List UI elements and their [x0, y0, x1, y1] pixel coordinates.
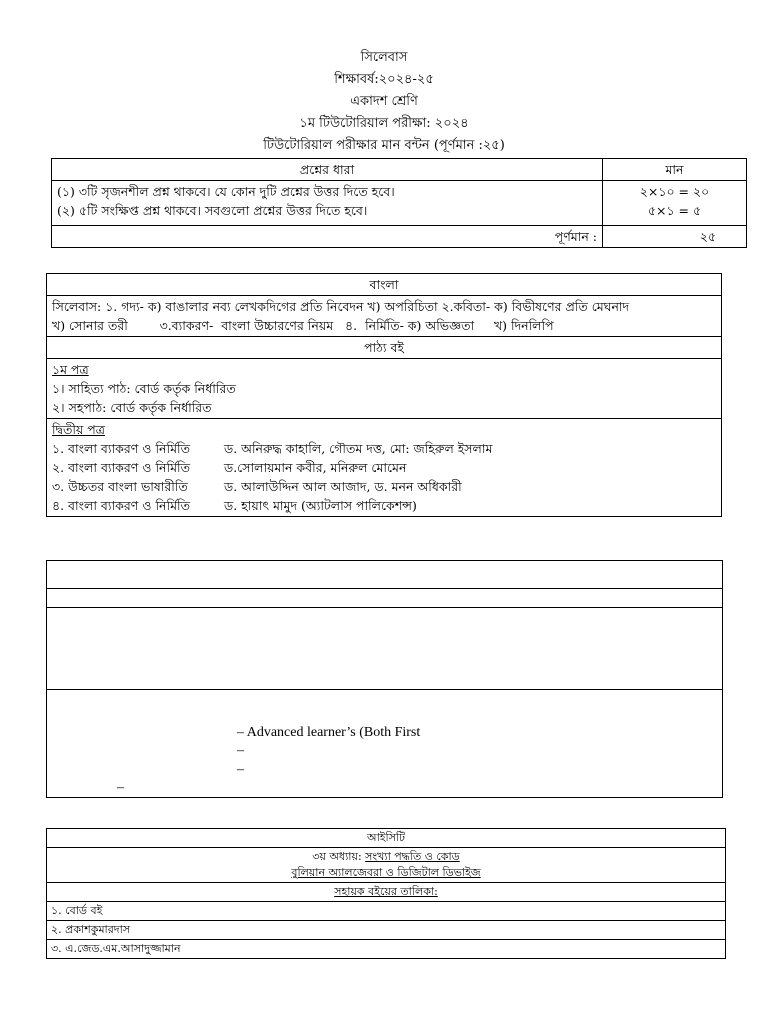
paper2-book: ১. বাংলা ব্যাকরণ ও নির্মিতি [52, 441, 190, 456]
rule-1: (১) ৩টি সৃজনশীল প্রশ্ন থাকবে। যে কোন দুটি প্রশ্নের উত্তর দিতে হবে। [57, 184, 395, 199]
paper2-book: ২. বাংলা ব্যাকরণ ও নির্মিতি [52, 460, 190, 475]
divider [47, 689, 722, 690]
doc-title: সিলেবাস [360, 50, 408, 65]
paper1-item: ২। সহপাঠ: বোর্ড কর্তৃক নির্ধারিত [52, 400, 212, 415]
english-dash: – [237, 743, 244, 758]
chapter-name: সংখ্যা পদ্ধতি ও কোড [365, 850, 460, 863]
ict-book: ২. প্রকাশকুমারদাস [47, 921, 726, 940]
paper2-item [52, 439, 716, 458]
question-rules-cell [52, 181, 603, 226]
paper2-author: ড. অনিরুদ্ধ কাহালি, গৌতম দত্ত, মো: জহিরুল ইসলাম [224, 441, 493, 456]
syllabus-line-1: সিলেবাস: ১. গদ্য- ক) বাঙালার নব্য লেখকদিগের প্রতি নিবেদন খ) অপরিচিতা ২.কবিতা- ক) বিভীষণের প্রতি মেঘনাদ [52, 299, 630, 314]
marks-2: ৫×১ = ৫ [647, 203, 702, 218]
paper2-item [52, 458, 716, 477]
class-name: একাদশ শ্রেণি [350, 94, 418, 109]
marks-table [51, 158, 747, 248]
total-label: পূর্ণমান : [52, 226, 603, 248]
syllabus-line-2: খ) সোনার তরী ৩.ব্যাকরণ- বাংলা উচ্চারণের নিয়ম ৪. নির্মিতি- ক) অভিজ্ঞতা খ) দিনলিপি [52, 318, 554, 333]
exam-name: ১ম টিউটোরিয়াল পরীক্ষা: ২০২৪ [299, 116, 469, 131]
ict-table [46, 828, 726, 959]
paper2-title: দ্বিতীয় পত্র [52, 422, 105, 437]
divider [47, 607, 722, 608]
english-book-line: – Advanced learner’s (Both First [237, 725, 421, 740]
paper2-item [52, 496, 716, 515]
bangla-syllabus [47, 296, 722, 337]
paper2-book: ৩. উচ্চতর বাংলা ভাষারীতি [52, 479, 188, 494]
total-value: ২৫ [603, 226, 747, 248]
paper2-author: ড. হায়াৎ মামুদ (অ্যাটলাস পালিকেশন্স) [224, 498, 417, 513]
ict-book: ১. বোর্ড বই [47, 902, 726, 921]
textbook-title: পাঠ্য বই [47, 337, 722, 359]
paper2-cell [47, 419, 722, 517]
marks-values-cell [603, 181, 747, 226]
paper2-book: ৪. বাংলা ব্যাকরণ ও নির্মিতি [52, 498, 190, 513]
paper2-author: ড. আলাউদ্দিন আল আজাদ, ড. মনন অধিকারী [224, 479, 462, 494]
col-question-header: প্রশ্নের ধারা [52, 159, 603, 181]
english-box [46, 560, 723, 798]
rule-2: (২) ৫টি সংক্ষিপ্ত প্রশ্ন থাকবে। সবগুলো প্রশ্নের উত্তর দিতে হবে। [57, 203, 368, 218]
ict-topic: বুলিয়ান অ্যালজেবরা ও ডিজিটাল ডিভাইজ [291, 866, 481, 879]
ict-books-title: সহায়ক বইয়ের তালিকা: [334, 885, 438, 898]
col-marks-header: মান [603, 159, 747, 181]
english-dash: – [237, 762, 244, 777]
chapter-prefix: ৩য় অধ্যায়: [312, 850, 366, 863]
paper1-cell [47, 359, 722, 419]
english-dash: – [117, 780, 124, 795]
marks-1: ২×১০ = ২০ [639, 184, 710, 199]
paper2-author: ড.সোলায়মান কবীর, মনিরুল মোমেন [224, 460, 407, 475]
bangla-title: বাংলা [47, 274, 722, 296]
ict-books-title-cell [47, 883, 726, 902]
ict-title: আইসিটি [47, 829, 726, 848]
marks-distribution-title: টিউটোরিয়াল পরীক্ষার মান বন্টন (পূর্ণমান :২৫) [263, 138, 505, 153]
divider [47, 588, 722, 589]
paper1-item: ১। সাহিত্য পাঠ: বোর্ড কর্তৃক নির্ধারিত [52, 381, 236, 396]
bangla-table [46, 273, 722, 517]
ict-chapter-cell [47, 848, 726, 883]
paper1-title: ১ম পত্র [52, 362, 89, 377]
ict-chapter [51, 849, 721, 865]
academic-year: শিক্ষাবর্ষ:২০২৪-২৫ [334, 72, 434, 87]
paper2-item [52, 477, 716, 496]
ict-book: ৩. এ.জেড.এম.আসাদুজ্জামান [47, 940, 726, 959]
